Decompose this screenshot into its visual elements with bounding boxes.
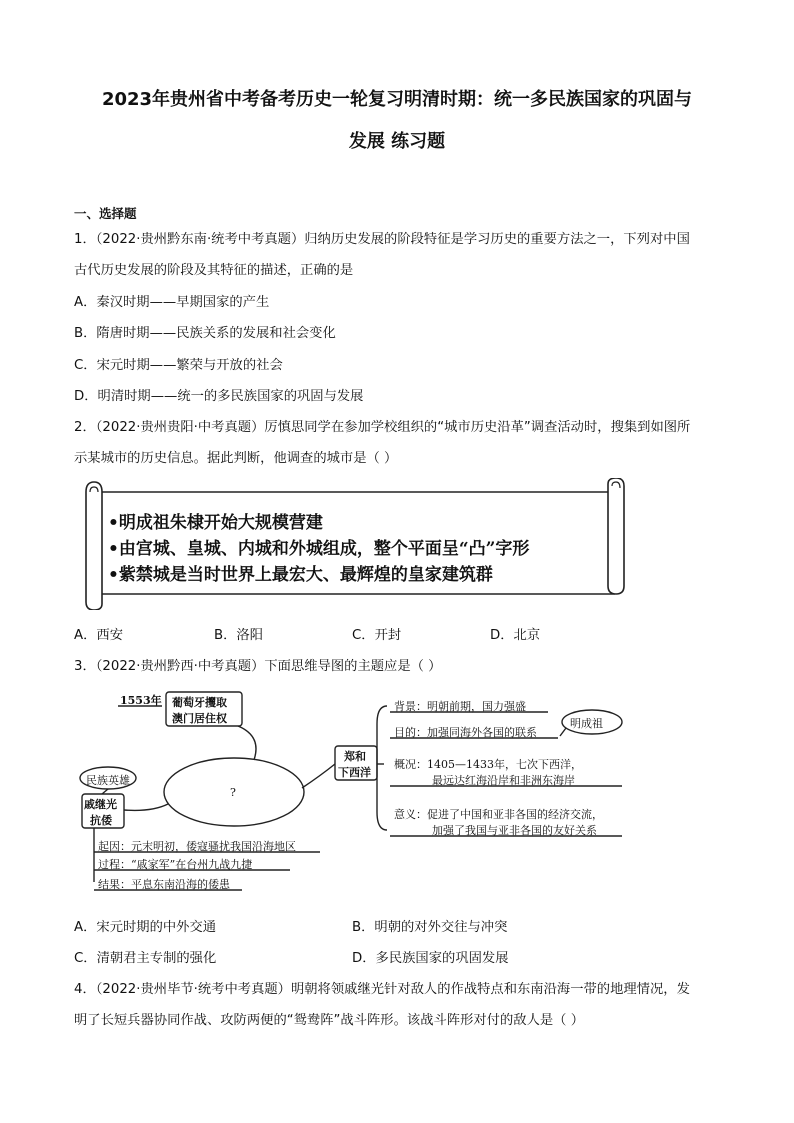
q2-stem-line2: 示某城市的历史信息。据此判断，他调查的城市是（ ） — [74, 451, 398, 466]
mm-qi-1: 戚继光 — [84, 798, 117, 811]
q2-option-c: C．开封 — [352, 628, 402, 643]
mm-left-2: 过程：“戚家军”在台州九战九捷 — [98, 858, 253, 871]
scroll-line1: •明成祖朱棣开始大规模营建 — [108, 513, 323, 533]
q3-option-d: D．多民族国家的巩固发展 — [352, 951, 509, 966]
q2-stem-line1: 2．（2022·贵州贵阳·中考真题）厉慎思同学在参加学校组织的“城市历史沿革”调查活动时，搜集到如图所 — [74, 420, 691, 435]
section-heading: 一、选择题 — [74, 206, 137, 221]
mm-portugal-1: 葡萄牙攫取 — [172, 696, 227, 709]
q2-option-a: A．西安 — [74, 628, 123, 643]
q1-option-d: D．明清时期——统一的多民族国家的巩固与发展 — [74, 389, 364, 404]
q1-option-a: A．秦汉时期——早期国家的产生 — [74, 295, 270, 310]
scroll-figure — [80, 478, 628, 610]
mm-left-3: 结果：平息东南沿海的倭患 — [98, 878, 230, 891]
q3-option-c: C．清朝君主专制的强化 — [74, 951, 217, 966]
mm-right-3: 概况：1405—1433年，七次下西洋， — [394, 758, 582, 771]
mm-center: ? — [230, 786, 236, 799]
mm-year: 1553年 — [120, 694, 162, 707]
scroll-line2: •由宫城、皇城、内城和外城组成，整个平面呈“凸”字形 — [108, 539, 530, 559]
q3-option-a: A．宋元时期的中外交通 — [74, 920, 217, 935]
q3-option-b: B．明朝的对外交往与冲突 — [352, 920, 508, 935]
mm-qi-2: 抗倭 — [90, 814, 112, 827]
mind-map — [72, 684, 632, 904]
mm-zhenghe-2: 下西洋 — [338, 766, 371, 779]
q1-stem-line2: 古代历史发展的阶段及其特征的描述，正确的是 — [74, 263, 354, 278]
mm-zhenghe-1: 郑和 — [344, 750, 366, 763]
mm-right-6: 加强了我国与亚非各国的友好关系 — [432, 824, 597, 837]
mm-portugal-2: 澳门居住权 — [172, 712, 227, 725]
mm-right-5: 意义：促进了中国和亚非各国的经济交流， — [394, 808, 603, 821]
q3-stem: 3．（2022·贵州黔西·中考真题）下面思维导图的主题应是（ ） — [74, 659, 442, 674]
q4-stem-line1: 4．（2022·贵州毕节·统考中考真题）明朝将领戚继光针对敌人的作战特点和东南沿海一带的地理情况，发 — [74, 982, 690, 997]
q1-option-b: B．隋唐时期——民族关系的发展和社会变化 — [74, 326, 336, 341]
page-title-line2: 发展 练习题 — [348, 131, 446, 152]
mm-right-1: 背景：明朝前期，国力强盛 — [394, 700, 526, 713]
q4-stem-line2: 明了长短兵器协同作战、攻防两便的“鸳鸯阵”战斗阵形。该战斗阵形对付的敌人是（ ） — [74, 1013, 584, 1028]
mm-right-2: 目的：加强同海外各国的联系 — [394, 726, 537, 739]
q1-stem-line1: 1．（2022·贵州黔东南·统考中考真题）归纳历史发展的阶段特征是学习历史的重要方法之一，下列对中国 — [74, 232, 690, 247]
q2-option-d: D．北京 — [490, 628, 541, 643]
q2-option-b: B．洛阳 — [214, 628, 264, 643]
page-title-line1: 2023年贵州省中考备考历史一轮复习明清时期：统一多民族国家的巩固与 — [101, 89, 693, 110]
mm-right-4: 最远达红海沿岸和非洲东海岸 — [432, 774, 575, 787]
q1-option-c: C．宋元时期——繁荣与开放的社会 — [74, 358, 283, 373]
mm-mingchengzu: 明成祖 — [570, 717, 603, 730]
mm-hero: 民族英雄 — [86, 774, 130, 787]
mm-left-1: 起因：元末明初，倭寇骚扰我国沿海地区 — [98, 840, 296, 853]
scroll-line3: •紫禁城是当时世界上最宏大、最辉煌的皇家建筑群 — [108, 565, 493, 585]
